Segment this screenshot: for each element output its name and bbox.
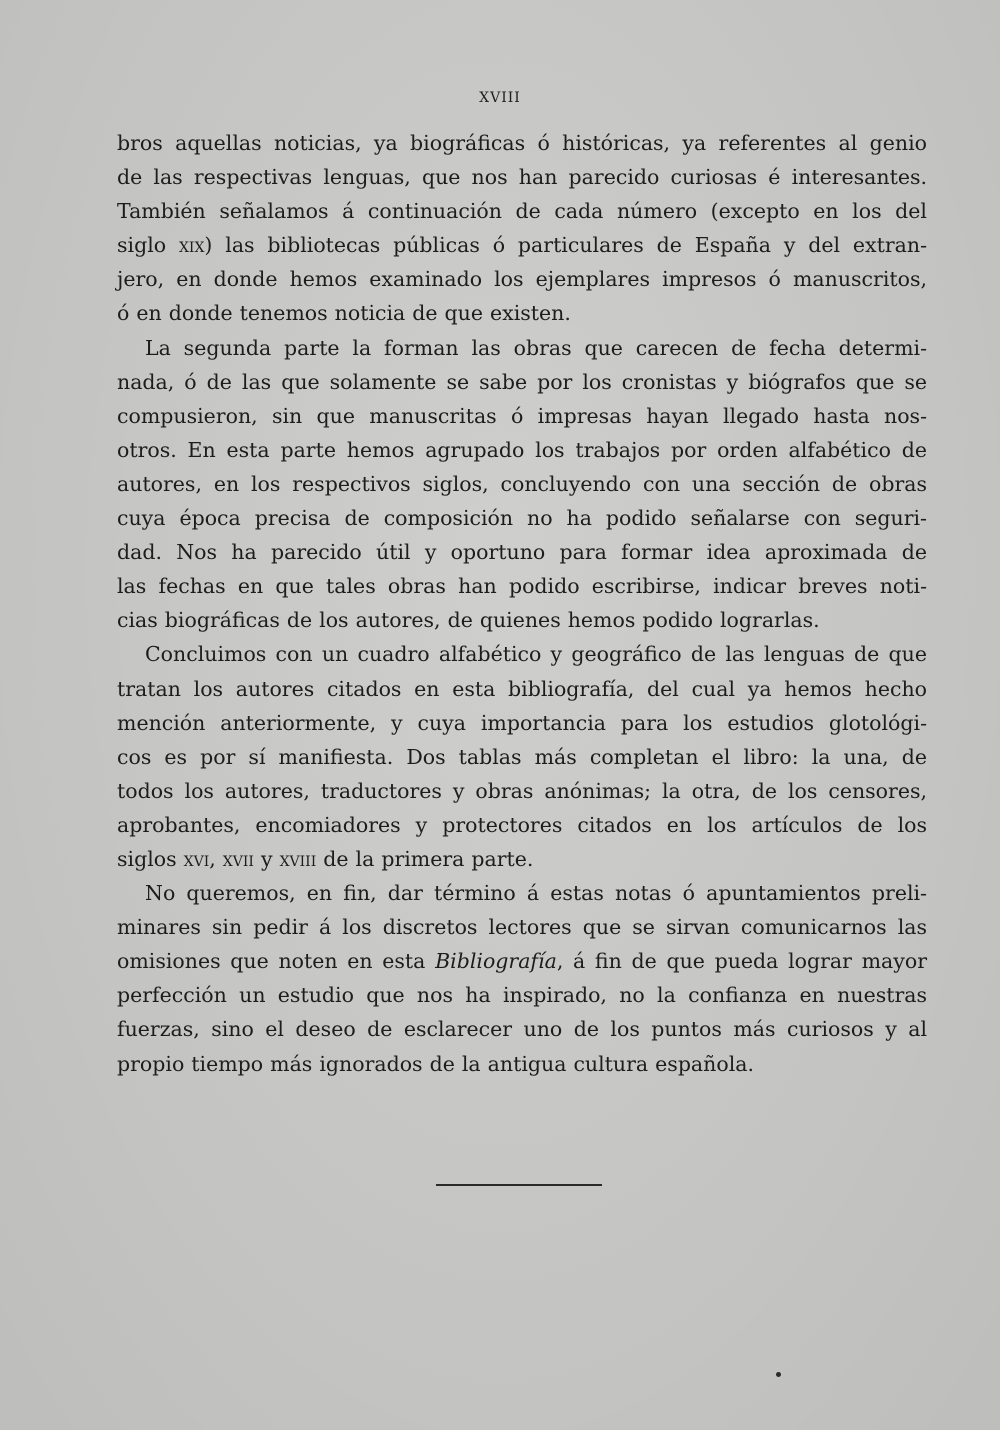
roman-numeral: xvi xyxy=(183,846,210,871)
body-text xyxy=(117,126,927,1081)
text-line: aprobantes, encomiadores y protectores citados en los artículos de los xyxy=(117,812,927,837)
text-line: autores, en los respectivos siglos, concluyendo con una sección de obras xyxy=(117,471,927,496)
text-line: ó en donde tenemos noticia de que existen. xyxy=(117,301,571,326)
text-line: También señalamos á continuación de cada número (excepto en los del xyxy=(117,199,927,224)
text-line: mención anteriormente, y cuya importancia para los estudios glotológi- xyxy=(117,710,927,735)
text-line: Concluimos con un cuadro alfabético y geográfico de las lenguas de que xyxy=(145,642,927,667)
text-line: de las respectivas lenguas, que nos han parecido curiosas é interesantes. xyxy=(117,165,927,190)
text-line: No queremos, en fin, dar término á estas notas ó apuntamientos preli- xyxy=(145,881,927,906)
roman-numeral: xvii xyxy=(222,846,254,871)
roman-numeral: xix xyxy=(178,233,205,258)
book-title-italic: Bibliografía xyxy=(435,949,557,974)
text-line: siglo xix) las bibliotecas públicas ó particulares de España y del extran- xyxy=(117,233,927,258)
text-line: tratan los autores citados en esta bibliografía, del cual ya hemos hecho xyxy=(117,676,927,701)
text-line: las fechas en que tales obras han podido escribirse, indicar breves noti- xyxy=(117,574,927,599)
closing-rule xyxy=(436,1184,602,1186)
text-line: siglos xvi, xvii y xviii de la primera parte. xyxy=(117,846,534,871)
text-line: propio tiempo más ignorados de la antigua cultura española. xyxy=(117,1051,754,1076)
text-line: jero, en donde hemos examinado los ejemplares impresos ó manuscritos, xyxy=(117,267,927,292)
text-line: La segunda parte la forman las obras que carecen de fecha determi- xyxy=(145,335,927,360)
text-line: cias biográficas de los autores, de quienes hemos podido lograrlas. xyxy=(117,608,820,633)
text-line: cuya época precisa de composición no ha podido señalarse con seguri- xyxy=(117,506,927,531)
page-number: XVIII xyxy=(479,90,521,106)
text-line: minares sin pedir á los discretos lectores que se sirvan comunicarnos las xyxy=(117,915,927,940)
ink-speck xyxy=(776,1372,781,1377)
roman-numeral: xviii xyxy=(279,846,317,871)
text-line: bros aquellas noticias, ya biográficas ó históricas, ya referentes al genio xyxy=(117,131,927,155)
text-line: compusieron, sin que manuscritas ó impresas hayan llegado hasta nos- xyxy=(117,403,927,428)
text-line: dad. Nos ha parecido útil y oportuno para formar idea aproximada de xyxy=(117,540,927,565)
text-line: otros. En esta parte hemos agrupado los trabajos por orden alfabético de xyxy=(117,437,927,462)
text-line: todos los autores, traductores y obras anónimas; la otra, de los censores, xyxy=(117,778,927,803)
text-line: perfección un estudio que nos ha inspirado, no la confianza en nuestras xyxy=(117,983,927,1008)
text-line: cos es por sí manifiesta. Dos tablas más completan el libro: la una, de xyxy=(117,744,927,769)
text-line: fuerzas, sino el deseo de esclarecer uno de los puntos más curiosos y al xyxy=(117,1017,927,1042)
text-line: nada, ó de las que solamente se sabe por los cronistas y biógrafos que se xyxy=(117,369,927,394)
text-line: omisiones que noten en esta Bibliografía, á fin de que pueda lograr mayor xyxy=(117,949,927,974)
